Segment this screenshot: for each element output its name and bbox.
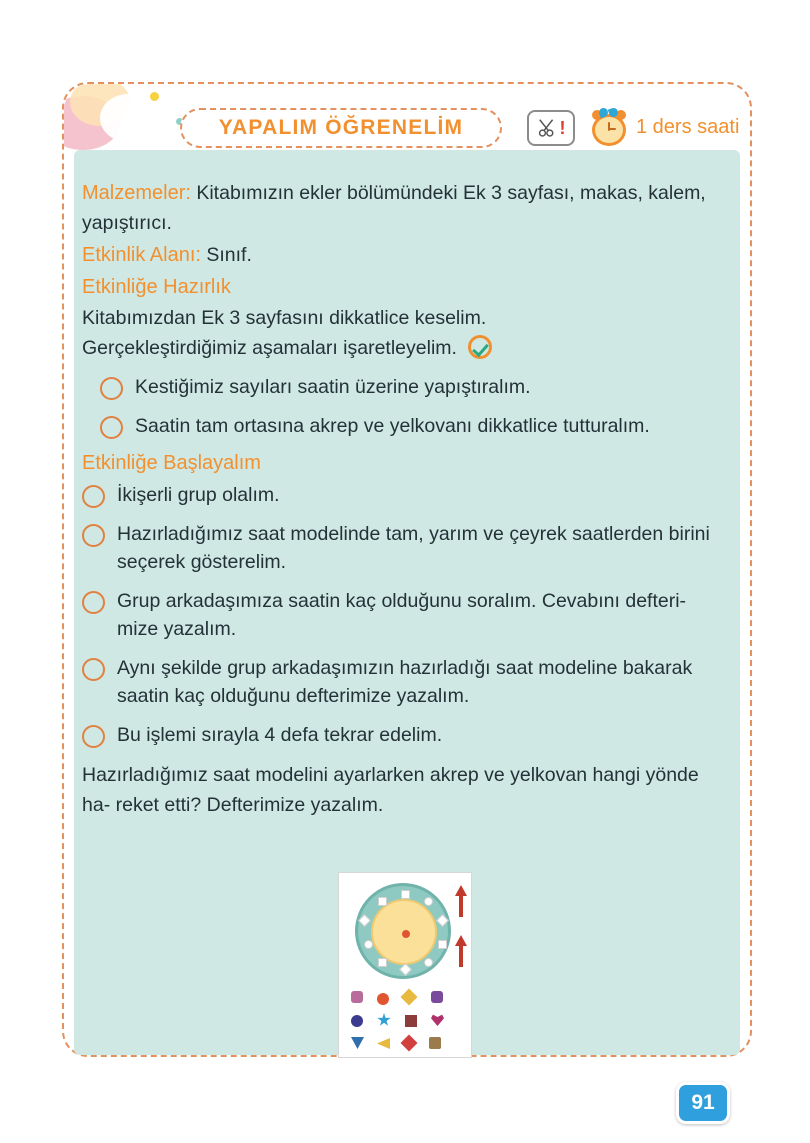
- area-label: Etkinlik Alanı:: [82, 244, 201, 266]
- list-item[interactable]: [82, 520, 732, 576]
- duration-label: 1 ders saati: [636, 115, 740, 138]
- list-item[interactable]: [100, 412, 732, 440]
- scissors-badge: [527, 110, 575, 146]
- materials-row: [82, 178, 732, 238]
- checkbox-circle-icon[interactable]: [82, 658, 105, 681]
- decorative-dot-icon: [150, 92, 159, 101]
- number-cutout: [431, 991, 443, 1003]
- start-check-list: [82, 481, 732, 749]
- list-item-label: Hazırladığımız saat modelinde tam, yarım ve çeyrek saatlerden birini seçerek gösterelim.: [117, 523, 710, 573]
- list-item-label: Kestiğimiz sayıları saatin üzerine yapıştıralım.: [135, 376, 531, 398]
- start-heading: Etkinliğe Başlayalım: [82, 452, 261, 474]
- prep-line-1: Kitabımızdan Ek 3 sayfasını dikkatlice keselim.: [82, 307, 487, 329]
- materials-text: Kitabımızın ekler bölümündeki Ek 3 sayfası, makas, kalem, yapıştırıcı.: [82, 182, 706, 234]
- scissors-icon: [537, 117, 559, 139]
- number-cutout: [351, 991, 363, 1003]
- number-cutout: [351, 1037, 364, 1049]
- prep-check-list: [100, 373, 732, 440]
- checkbox-circle-icon[interactable]: [82, 524, 105, 547]
- number-cutout: [405, 1015, 417, 1027]
- section-title: YAPALIM ÖĞRENELİM: [218, 116, 464, 139]
- page-number: 91: [691, 1091, 715, 1114]
- area-text: Sınıf.: [206, 244, 252, 266]
- prep-line-2: Gerçekleştirdiğimiz aşamaları işaretleyelim.: [82, 337, 457, 359]
- list-item-label: Grup arkadaşımıza saatin kaç olduğunu soralım. Cevabını defteri‑ mize yazalım.: [117, 590, 687, 640]
- number-cutout: [431, 1014, 444, 1026]
- list-item-label: Bu işlemi sırayla 4 defa tekrar edelim.: [117, 724, 443, 746]
- materials-label: Malzemeler:: [82, 182, 191, 204]
- prep-line-2-row: [82, 333, 732, 363]
- section-banner: [180, 108, 502, 148]
- list-item[interactable]: [82, 481, 732, 509]
- number-cutout: [351, 1015, 363, 1027]
- list-item[interactable]: [100, 373, 732, 401]
- list-item-label: İkişerli grup olalım.: [117, 484, 280, 506]
- number-cutout: [401, 1035, 418, 1052]
- number-cutout: [429, 1037, 441, 1049]
- list-item[interactable]: [82, 587, 732, 643]
- minute-hand-cutout: [455, 935, 467, 946]
- check-mark-icon: [468, 335, 492, 359]
- prep-heading: Etkinliğe Hazırlık: [82, 276, 231, 298]
- page-number-badge: [676, 1082, 730, 1124]
- list-item-label: Aynı şekilde grup arkadaşımızın hazırladığı saat modeline bakarak saatin kaç olduğunu defterimize yazalım.: [117, 657, 693, 707]
- list-item[interactable]: [82, 721, 732, 749]
- clock-model-cutout-figure: [338, 872, 472, 1058]
- checkbox-circle-icon[interactable]: [100, 416, 123, 439]
- list-item[interactable]: [82, 654, 732, 710]
- checkbox-circle-icon[interactable]: [82, 725, 105, 748]
- activity-content: [82, 178, 732, 820]
- list-item-label: Saatin tam ortasına akrep ve yelkovanı dikkatlice tutturalım.: [135, 415, 650, 437]
- alarm-clock-icon: [590, 108, 628, 146]
- number-cutout: [377, 993, 389, 1005]
- duration-indicator: [590, 104, 739, 150]
- clock-model-illustration: [355, 883, 451, 979]
- number-cutout: [401, 989, 418, 1006]
- checkbox-circle-icon[interactable]: [82, 591, 105, 614]
- warning-mark: !: [559, 118, 566, 138]
- area-row: [82, 240, 732, 270]
- hour-hand-cutout: [455, 885, 467, 896]
- checkbox-circle-icon[interactable]: [82, 485, 105, 508]
- checkbox-circle-icon[interactable]: [100, 377, 123, 400]
- number-cutout: [377, 1013, 391, 1027]
- number-cutout: [377, 1038, 390, 1049]
- closing-text: Hazırladığımız saat modelini ayarlarken akrep ve yelkovan hangi yönde ha‑ reket etti? Defterimize yazalım.: [82, 764, 699, 816]
